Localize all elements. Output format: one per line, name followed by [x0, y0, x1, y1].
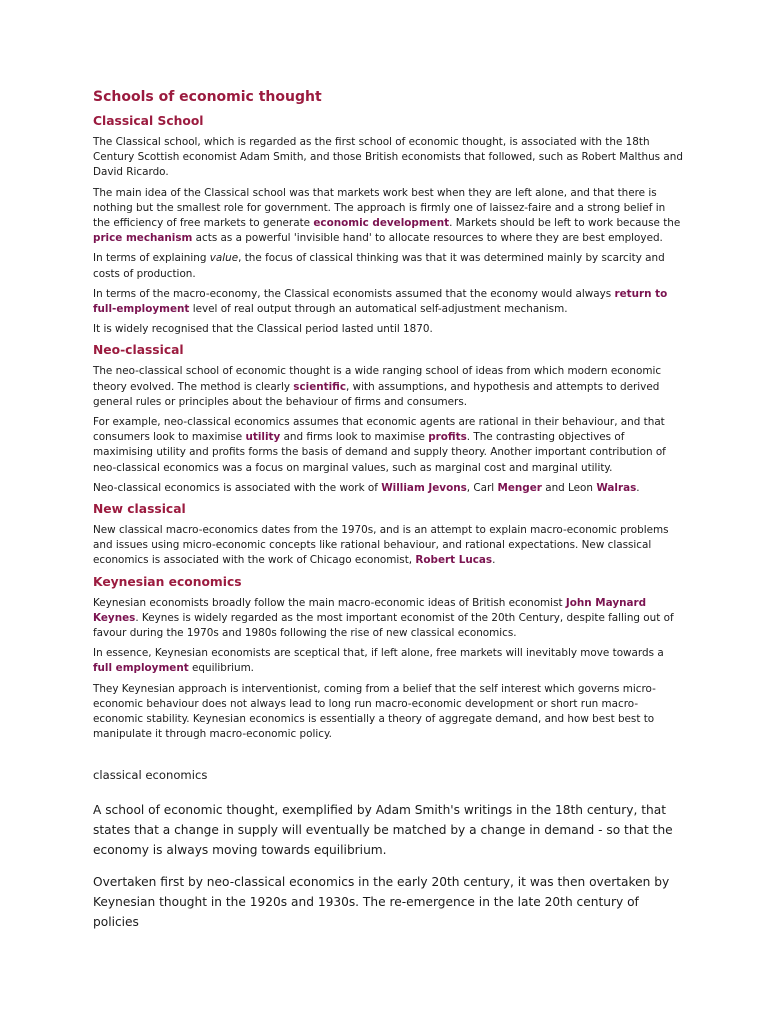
paragraph [93, 251, 683, 281]
paragraph [93, 415, 683, 476]
definition-section [93, 767, 683, 944]
text-run: and firms look to maximise [280, 431, 429, 444]
link-menger[interactable]: Menger [497, 481, 542, 494]
text-run: In terms of explaining [93, 252, 210, 265]
link-robert-lucas[interactable]: Robert Lucas [415, 554, 493, 567]
paragraph [93, 596, 683, 642]
text-run: New classical macro-economics dates from the 1970s, and is an attempt to explain macro-economic problems and issues using micro-economic concepts like rational behaviour, and rational expectations. New classical economics is associated with the work of Chicago economist, [93, 524, 669, 567]
emphasis-value: value [209, 252, 239, 265]
link-return-to-full-employment[interactable]: return to full-employment [93, 287, 668, 316]
text-run: level of real output through an automatical self-adjustment mechanism. [189, 303, 568, 316]
paragraph [93, 287, 683, 317]
paragraph [93, 646, 683, 676]
link-utility[interactable]: utility [245, 431, 281, 444]
text-run: , with assumptions, and hypothesis and attempts to derived general rules or principles about the behaviour of firms and consumers. [93, 380, 660, 408]
link-full-employment[interactable]: full employment [93, 662, 189, 675]
text-run: The neo-classical school of economic thought is a wide ranging school of ideas from which modern economic theory evolved. The method is clearly [93, 365, 662, 393]
link-john-maynard-keynes[interactable]: John Maynard Keynes [93, 596, 647, 624]
text-run: . [492, 554, 496, 567]
paragraph: It is widely recognised that the Classical period lasted until 1870. [93, 323, 433, 336]
paragraph [93, 481, 683, 496]
section-heading-keynesian: Keynesian economics [93, 574, 242, 589]
link-economic-development[interactable]: economic development [313, 217, 450, 230]
paragraph: They Keynesian approach is interventionist, coming from a belief that the self interest which governs micro-economic behaviour does not always lead to long run macro-economic development or short run macro-economic stability. Keynesian economics is essentially a theory of aggregate demand, and how best best to manipulate it through macro-economic policy. [93, 682, 656, 741]
paragraph [93, 364, 683, 410]
section-heading-classical: Classical School [93, 114, 204, 128]
link-scientific[interactable]: scientific [293, 380, 347, 393]
text-run: and Leon [541, 481, 597, 494]
text-run: , the focus of classical thinking was that it was determined mainly by scarcity and costs of production. [93, 252, 665, 280]
text-run: , Carl [466, 481, 498, 494]
article [93, 88, 683, 748]
text-run: equilibrium. [188, 662, 254, 675]
link-william-jevons[interactable]: William Jevons [381, 481, 467, 494]
text-run: Neo-classical economics is associated with the work of [93, 481, 382, 494]
text-run: In terms of the macro-economy, the Classical economists assumed that the economy would always [93, 287, 615, 300]
text-run: The main idea of the Classical school was that markets work best when they are left alone, and that there is nothing but the smallest role for government. The approach is firmly one of laissez-faire and a strong belief in the efficiency of free markets to generate [93, 186, 666, 230]
text-run: . Keynes is widely regarded as the most important economist of the 20th Century, despite falling out of favour during the 1970s and 1980s following the rise of new classical economics. [93, 611, 674, 640]
page-title: Schools of economic thought [93, 89, 322, 105]
link-price-mechanism[interactable]: price mechanism [93, 232, 193, 245]
section-heading-neo-classical: Neo-classical [93, 343, 184, 358]
text-run: . The contrasting objectives of maximising utility and profits forms the basis of demand and supply theory. Another important contribution of neo-classical economics was a focus on marginal values, such as marginal cost and marginal utility. [93, 431, 666, 474]
section-heading-new-classical: New classical [93, 502, 186, 517]
paragraph [93, 523, 683, 569]
paragraph: The Classical school, which is regarded as the first school of economic thought, is associated with the 18th Century Scottish economist Adam Smith, and those British economists that followed, such as Robert Malthus and David Ricardo. [93, 136, 683, 179]
text-run: For example, neo-classical economics assumes that economic agents are rational in their behaviour, and that consumers look to maximise [93, 416, 665, 444]
definition-paragraph: A school of economic thought, exemplified by Adam Smith's writings in the 18th century, that states that a change in supply will eventually be matched by a change in demand - so that the economy is always moving towards equilibrium. [93, 803, 673, 857]
text-run: Keynesian economists broadly follow the main macro-economic ideas of British economist [93, 596, 566, 609]
text-run: . [636, 481, 640, 494]
link-walras[interactable]: Walras [596, 481, 637, 494]
text-run: In essence, Keynesian economists are sceptical that, if left alone, free markets will inevitably move towards a [93, 647, 664, 660]
text-run: . Markets should be left to work because the [449, 217, 681, 230]
definition-paragraph: Overtaken first by neo-classical economics in the early 20th century, it was then overtaken by Keynesian thought in the 1920s and 1930s. The re-emergence in the late 20th century of policies [93, 875, 670, 929]
link-profits[interactable]: profits [428, 431, 467, 444]
text-run: acts as a powerful 'invisible hand' to allocate resources to where they are best employed. [192, 232, 663, 245]
definition-term: classical economics [93, 768, 208, 782]
paragraph [93, 186, 683, 247]
